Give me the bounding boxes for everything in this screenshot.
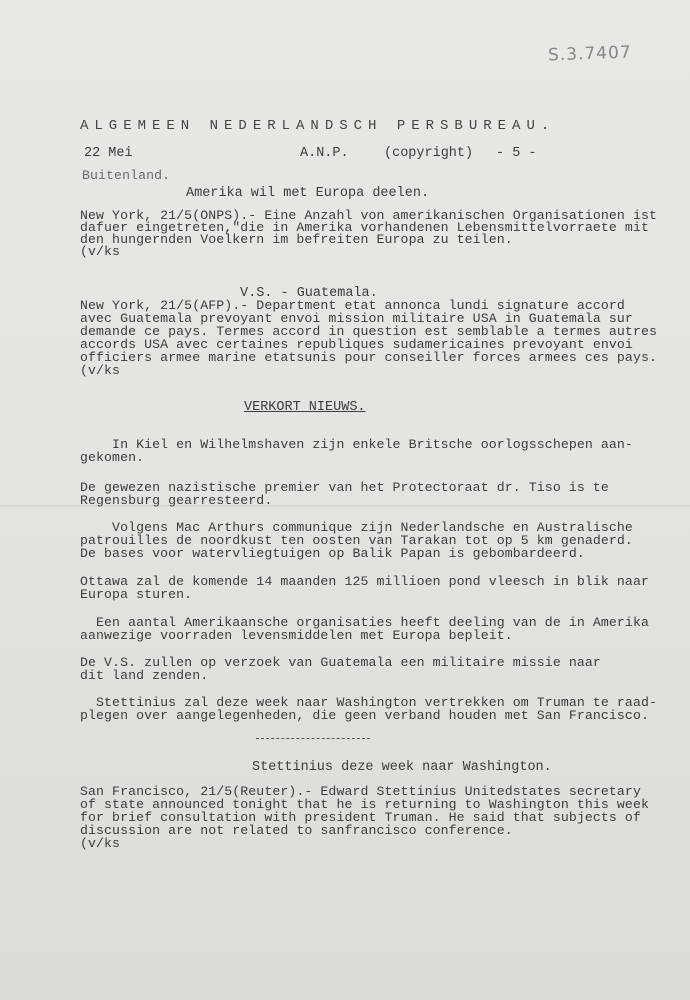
archive-stamp: S.3.7407 xyxy=(547,42,633,66)
article-line: New York, 21/5(AFP).- Department etat annonca lundi signature accord xyxy=(80,298,625,313)
news-line: Regensburg gearresteerd. xyxy=(80,493,273,508)
article-line: discussion are not related to sanfrancisco conference. xyxy=(80,823,513,838)
news-line: Een aantal Amerikaansche organisaties heeft deeling van de in Amerika xyxy=(80,615,649,630)
header-page: - 5 - xyxy=(496,146,537,161)
news-line: gekomen. xyxy=(80,450,145,465)
news-line: De bases voor watervliegtuigen op Balik Papan is gebombardeerd. xyxy=(80,546,585,561)
section-label: Buitenland. xyxy=(82,168,171,183)
article-line: San Francisco, 21/5(Reuter).- Edward Stettinius Unitedstates secretary xyxy=(80,784,641,799)
article-line: officiers armee marine etatsunis pour conseiller forces armees ces pays. xyxy=(80,350,657,365)
news-line: Stettinius zal deze week naar Washington vertrekken om Truman te raad- xyxy=(80,695,657,710)
article-line: den hungernden Voelkern im befreiten Europa zu teilen. xyxy=(80,232,513,247)
news-line: patrouilles de noordkust ten oosten van Tarakan tot op 5 km genaderd. xyxy=(80,533,633,548)
article-title: V.S. - Guatemala. xyxy=(240,286,378,301)
article-line: for brief consultation with president Truman. He said that subjects of xyxy=(80,810,641,825)
article-line: avec Guatemala prevoyant envoi mission militaire USA in Guatemala sur xyxy=(80,311,633,326)
news-line: aanwezige voorraden levensmiddelen met Europa bepleit. xyxy=(80,628,513,643)
article-line: accords USA avec certaines republiques sudamericaines prevoyant envoi xyxy=(80,337,633,352)
header-date: 22 Mei xyxy=(84,146,133,161)
article-line: New York, 21/5(ONPS).- Eine Anzahl von amerikanischen Organisationen ist xyxy=(80,208,657,223)
masthead: ALGEMEEN NEDERLANDSCH PERSBUREAU. xyxy=(80,118,556,134)
verkort-title: VERKORT NIEUWS. xyxy=(244,400,366,415)
news-line: dit land zenden. xyxy=(80,668,209,683)
news-line: Europa sturen. xyxy=(80,587,193,602)
header-copyright: (copyright) xyxy=(384,146,474,161)
news-line: In Kiel en Wilhelmshaven zijn enkele Britsche oorlogsschepen aan- xyxy=(80,437,633,452)
news-line: De V.S. zullen op verzoek van Guatemala een militaire missie naar xyxy=(80,655,601,670)
article-line: (v/ks xyxy=(80,363,121,378)
news-line: plegen over aangelegenheden, die geen verband houden met San Francisco. xyxy=(80,708,649,723)
news-line: Volgens Mac Arthurs communique zijn Nederlandsche en Australische xyxy=(80,520,633,535)
article-line: (v/ks xyxy=(80,836,121,851)
article-line: (v/ks xyxy=(80,244,121,259)
article-line: demande ce pays. Termes accord in question est semblable a termes autres xyxy=(80,324,657,339)
article-title: Stettinius deze week naar Washington. xyxy=(252,760,552,775)
article-line: dafuer eingetreten,"die in Amerika vorhandenen Lebensmittelvorraete mit xyxy=(80,220,649,235)
news-line: De gewezen nazistische premier van het Protectoraat dr. Tiso is te xyxy=(80,480,609,495)
article-line: of state announced tonight that he is returning to Washington this week xyxy=(80,797,649,812)
article-title: Amerika wil met Europa deelen. xyxy=(186,186,430,201)
header-agency: A.N.P. xyxy=(300,146,349,161)
news-line: Ottawa zal de komende 14 maanden 125 millioen pond vleesch in blik naar xyxy=(80,574,649,589)
section-divider xyxy=(256,738,370,739)
